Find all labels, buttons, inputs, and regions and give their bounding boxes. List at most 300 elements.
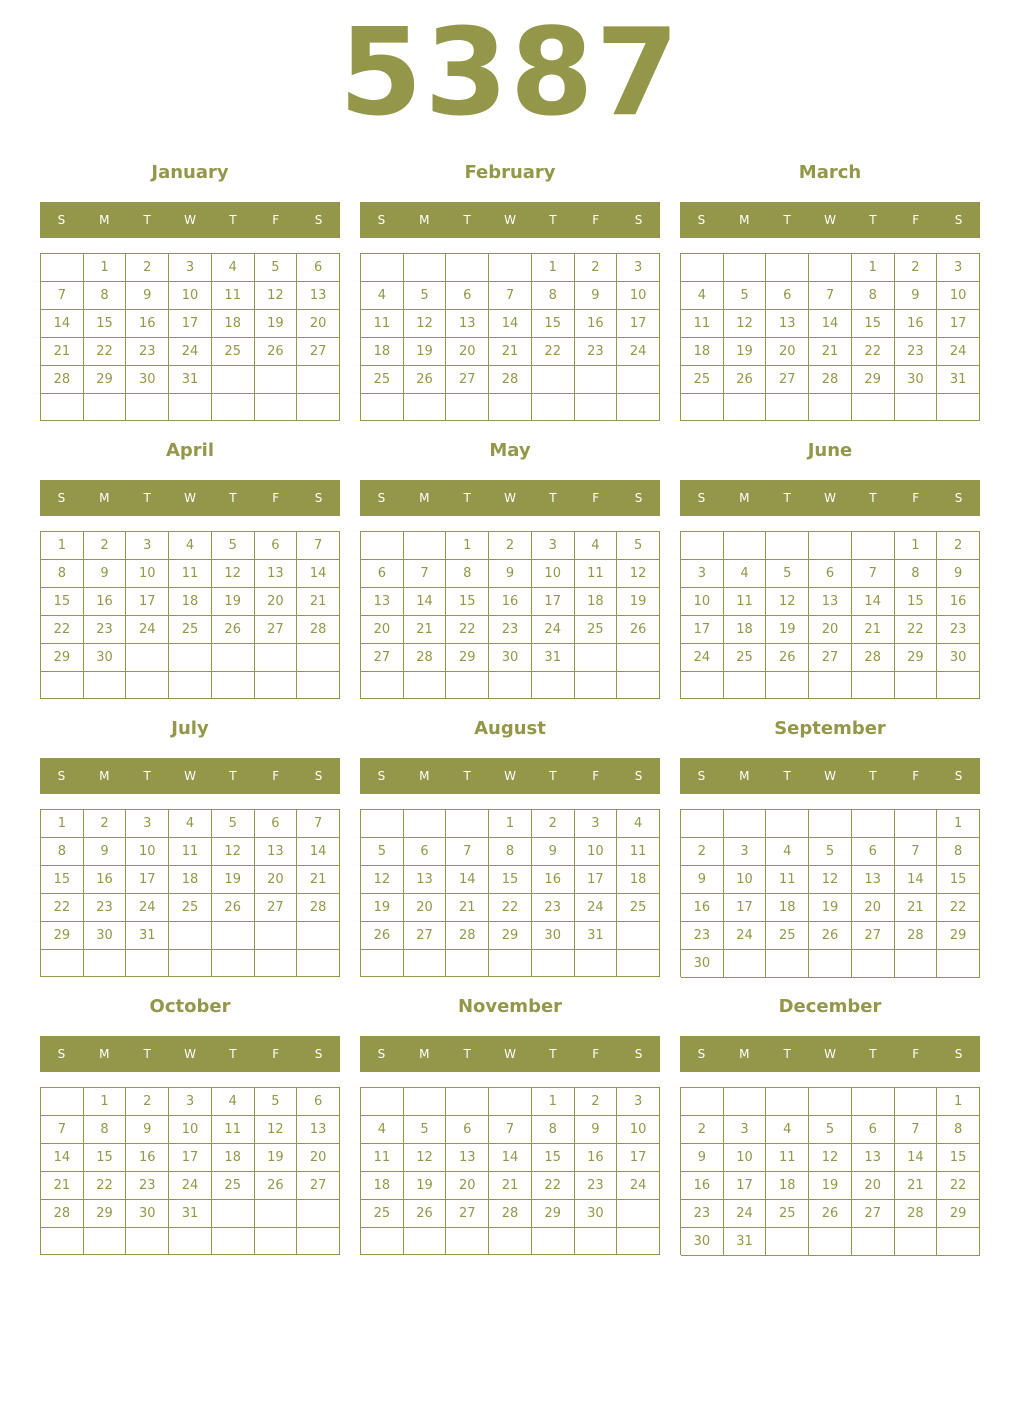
day-cell xyxy=(41,394,84,421)
weekday-label: S xyxy=(57,213,66,227)
day-cell: 15 xyxy=(84,1144,127,1172)
day-cell: 27 xyxy=(446,366,489,394)
day-cell xyxy=(169,644,212,672)
day-cell xyxy=(575,394,618,421)
day-cell xyxy=(361,254,404,282)
weekday-label: T xyxy=(783,769,791,783)
day-cell: 18 xyxy=(361,338,404,366)
day-cell xyxy=(169,950,212,977)
day-cell xyxy=(446,254,489,282)
day-cell xyxy=(895,672,938,699)
day-cell: 26 xyxy=(724,366,767,394)
day-cell: 19 xyxy=(404,338,447,366)
day-cell: 22 xyxy=(937,1172,980,1200)
day-cell xyxy=(126,644,169,672)
day-cell: 8 xyxy=(84,1116,127,1144)
day-cell: 25 xyxy=(617,894,660,922)
day-cell: 22 xyxy=(937,894,980,922)
weekday-label: F xyxy=(592,769,600,783)
month-name: February xyxy=(464,162,556,183)
day-cell: 16 xyxy=(532,866,575,894)
day-cell xyxy=(617,950,660,977)
weekday-label: F xyxy=(592,1047,600,1061)
day-cell: 24 xyxy=(617,338,660,366)
day-cell xyxy=(766,1228,809,1256)
day-cell: 21 xyxy=(809,338,852,366)
day-grid xyxy=(680,531,980,699)
day-cell: 30 xyxy=(575,1200,618,1228)
day-cell: 8 xyxy=(41,560,84,588)
day-cell: 31 xyxy=(169,1200,212,1228)
day-cell: 3 xyxy=(126,532,169,560)
day-cell: 4 xyxy=(361,1116,404,1144)
day-cell: 7 xyxy=(895,1116,938,1144)
day-cell xyxy=(852,950,895,978)
day-cell: 4 xyxy=(212,1088,255,1116)
day-cell xyxy=(212,366,255,394)
day-cell xyxy=(404,532,447,560)
day-cell xyxy=(212,644,255,672)
day-cell: 15 xyxy=(532,1144,575,1172)
day-cell: 11 xyxy=(766,1144,809,1172)
day-cell: 21 xyxy=(895,894,938,922)
day-cell: 18 xyxy=(169,866,212,894)
day-cell: 27 xyxy=(297,1172,340,1200)
weekday-label: F xyxy=(592,213,600,227)
day-cell: 3 xyxy=(126,810,169,838)
day-cell: 7 xyxy=(404,560,447,588)
day-cell: 14 xyxy=(404,588,447,616)
weekday-label: T xyxy=(463,491,471,505)
day-cell: 29 xyxy=(895,644,938,672)
day-cell: 20 xyxy=(297,1144,340,1172)
weekday-label: T xyxy=(143,213,151,227)
day-cell: 8 xyxy=(852,282,895,310)
day-cell xyxy=(212,950,255,977)
day-cell: 23 xyxy=(126,1172,169,1200)
day-cell: 16 xyxy=(575,310,618,338)
day-cell: 27 xyxy=(766,366,809,394)
day-cell: 19 xyxy=(617,588,660,616)
day-grid xyxy=(680,253,980,421)
month-january xyxy=(40,155,340,433)
day-cell xyxy=(126,950,169,977)
day-cell xyxy=(617,672,660,699)
day-cell: 22 xyxy=(84,1172,127,1200)
weekday-header xyxy=(680,480,980,516)
weekday-label: T xyxy=(229,491,237,505)
day-cell xyxy=(297,644,340,672)
day-cell xyxy=(681,810,724,838)
day-cell: 6 xyxy=(446,282,489,310)
day-cell xyxy=(404,394,447,421)
day-cell: 10 xyxy=(169,282,212,310)
day-cell xyxy=(809,532,852,560)
weekday-label: T xyxy=(783,1047,791,1061)
day-cell: 21 xyxy=(852,616,895,644)
day-cell: 7 xyxy=(489,1116,532,1144)
weekday-label: F xyxy=(272,769,280,783)
month-name: March xyxy=(798,162,862,183)
day-cell xyxy=(766,672,809,699)
day-cell: 13 xyxy=(255,560,298,588)
day-cell xyxy=(126,672,169,699)
day-cell: 6 xyxy=(297,1088,340,1116)
day-cell: 1 xyxy=(937,1088,980,1116)
day-cell: 23 xyxy=(532,894,575,922)
day-cell: 31 xyxy=(126,922,169,950)
day-cell: 28 xyxy=(852,644,895,672)
day-cell: 24 xyxy=(617,1172,660,1200)
day-cell: 8 xyxy=(937,838,980,866)
day-cell: 6 xyxy=(446,1116,489,1144)
day-cell: 14 xyxy=(41,310,84,338)
month-name: September xyxy=(774,718,886,739)
day-cell xyxy=(255,1228,298,1255)
weekday-label: T xyxy=(463,1047,471,1061)
day-cell: 15 xyxy=(532,310,575,338)
day-cell: 21 xyxy=(297,588,340,616)
day-cell xyxy=(724,950,767,978)
day-cell: 1 xyxy=(532,1088,575,1116)
day-cell: 15 xyxy=(41,588,84,616)
day-cell xyxy=(446,1228,489,1255)
day-cell: 18 xyxy=(617,866,660,894)
day-cell xyxy=(852,1088,895,1116)
weekday-label: F xyxy=(912,491,920,505)
day-cell: 12 xyxy=(617,560,660,588)
day-cell: 25 xyxy=(361,366,404,394)
day-cell: 31 xyxy=(937,366,980,394)
day-cell xyxy=(852,1228,895,1256)
day-cell: 29 xyxy=(937,1200,980,1228)
day-cell xyxy=(84,394,127,421)
day-cell: 4 xyxy=(724,560,767,588)
day-cell: 4 xyxy=(681,282,724,310)
month-name: April xyxy=(165,440,215,461)
day-cell xyxy=(446,810,489,838)
day-cell: 10 xyxy=(169,1116,212,1144)
weekday-label: W xyxy=(184,491,196,505)
day-cell: 22 xyxy=(446,616,489,644)
weekday-header xyxy=(360,480,660,516)
day-cell: 11 xyxy=(361,1144,404,1172)
day-cell: 27 xyxy=(255,616,298,644)
day-cell: 23 xyxy=(126,338,169,366)
day-cell: 29 xyxy=(446,644,489,672)
day-cell xyxy=(297,1200,340,1228)
day-cell: 20 xyxy=(446,338,489,366)
day-cell xyxy=(532,950,575,977)
day-cell: 14 xyxy=(297,560,340,588)
day-cell xyxy=(809,672,852,699)
day-cell: 14 xyxy=(895,866,938,894)
weekday-label: T xyxy=(869,769,877,783)
day-cell: 6 xyxy=(809,560,852,588)
weekday-label: T xyxy=(143,769,151,783)
day-cell: 17 xyxy=(617,310,660,338)
day-cell: 19 xyxy=(212,588,255,616)
day-cell xyxy=(937,1228,980,1256)
day-cell: 24 xyxy=(532,616,575,644)
weekday-label: W xyxy=(504,769,516,783)
day-cell: 25 xyxy=(169,616,212,644)
day-cell: 9 xyxy=(681,866,724,894)
day-cell: 31 xyxy=(532,644,575,672)
day-cell: 2 xyxy=(681,1116,724,1144)
weekday-label: F xyxy=(272,1047,280,1061)
day-cell: 22 xyxy=(489,894,532,922)
day-cell: 26 xyxy=(361,922,404,950)
weekday-label: S xyxy=(314,1047,323,1061)
day-cell: 11 xyxy=(724,588,767,616)
day-cell: 2 xyxy=(895,254,938,282)
day-cell: 17 xyxy=(126,866,169,894)
day-cell: 10 xyxy=(681,588,724,616)
weekday-label: S xyxy=(954,213,963,227)
day-cell: 26 xyxy=(809,922,852,950)
weekday-header xyxy=(680,758,980,794)
day-cell: 5 xyxy=(617,532,660,560)
month-name: October xyxy=(149,996,231,1017)
day-cell: 16 xyxy=(126,310,169,338)
day-cell xyxy=(255,922,298,950)
day-cell xyxy=(361,532,404,560)
day-cell: 7 xyxy=(809,282,852,310)
day-cell: 12 xyxy=(724,310,767,338)
day-cell xyxy=(169,922,212,950)
day-cell: 3 xyxy=(617,1088,660,1116)
day-cell: 5 xyxy=(212,810,255,838)
day-cell: 1 xyxy=(41,810,84,838)
day-cell: 11 xyxy=(212,282,255,310)
day-cell xyxy=(446,1088,489,1116)
month-september xyxy=(680,711,980,989)
day-cell: 10 xyxy=(724,866,767,894)
day-cell: 5 xyxy=(212,532,255,560)
day-cell xyxy=(255,950,298,977)
day-cell: 7 xyxy=(297,810,340,838)
weekday-label: M xyxy=(739,1047,750,1061)
day-cell xyxy=(724,532,767,560)
day-cell: 9 xyxy=(681,1144,724,1172)
day-cell: 27 xyxy=(852,922,895,950)
day-cell: 1 xyxy=(84,1088,127,1116)
month-name: July xyxy=(171,718,209,739)
day-cell: 13 xyxy=(297,282,340,310)
day-cell: 4 xyxy=(766,838,809,866)
day-cell: 18 xyxy=(766,894,809,922)
weekday-label: W xyxy=(824,491,836,505)
day-cell: 19 xyxy=(809,1172,852,1200)
day-cell: 13 xyxy=(852,866,895,894)
day-cell xyxy=(937,672,980,699)
day-cell: 7 xyxy=(41,282,84,310)
day-cell xyxy=(169,672,212,699)
day-cell: 5 xyxy=(255,254,298,282)
day-cell: 28 xyxy=(895,922,938,950)
day-cell xyxy=(724,394,767,421)
weekday-label: W xyxy=(504,213,516,227)
day-cell: 10 xyxy=(532,560,575,588)
day-cell xyxy=(852,532,895,560)
day-cell: 22 xyxy=(41,894,84,922)
weekday-label: S xyxy=(697,213,706,227)
day-cell xyxy=(489,254,532,282)
day-cell: 24 xyxy=(937,338,980,366)
day-cell: 21 xyxy=(489,338,532,366)
day-grid xyxy=(360,1087,660,1255)
weekday-label: W xyxy=(504,491,516,505)
day-cell xyxy=(446,950,489,977)
day-grid xyxy=(40,531,340,699)
day-cell: 16 xyxy=(84,866,127,894)
day-cell: 3 xyxy=(681,560,724,588)
day-cell: 26 xyxy=(212,616,255,644)
weekday-label: S xyxy=(954,1047,963,1061)
weekday-header xyxy=(40,480,340,516)
weekday-label: S xyxy=(634,769,643,783)
day-cell: 19 xyxy=(809,894,852,922)
day-cell: 2 xyxy=(937,532,980,560)
day-cell xyxy=(41,254,84,282)
day-cell xyxy=(809,950,852,978)
day-cell: 16 xyxy=(489,588,532,616)
day-cell: 23 xyxy=(895,338,938,366)
day-cell xyxy=(41,1228,84,1255)
day-cell: 12 xyxy=(404,1144,447,1172)
day-cell: 31 xyxy=(169,366,212,394)
day-cell: 17 xyxy=(169,310,212,338)
day-cell: 20 xyxy=(809,616,852,644)
day-cell: 16 xyxy=(895,310,938,338)
day-cell xyxy=(212,922,255,950)
day-cell xyxy=(724,672,767,699)
weekday-label: S xyxy=(697,491,706,505)
day-cell: 23 xyxy=(681,1200,724,1228)
day-cell: 2 xyxy=(575,254,618,282)
day-cell xyxy=(895,1228,938,1256)
weekday-label: S xyxy=(954,491,963,505)
day-cell: 17 xyxy=(724,1172,767,1200)
day-cell: 12 xyxy=(212,838,255,866)
day-cell xyxy=(681,532,724,560)
day-cell: 23 xyxy=(575,1172,618,1200)
day-cell xyxy=(852,672,895,699)
day-cell: 2 xyxy=(575,1088,618,1116)
day-cell xyxy=(852,810,895,838)
month-name: June xyxy=(807,440,853,461)
day-cell xyxy=(212,1200,255,1228)
day-cell: 7 xyxy=(489,282,532,310)
day-cell: 20 xyxy=(255,588,298,616)
day-cell xyxy=(361,950,404,977)
day-cell: 12 xyxy=(809,1144,852,1172)
day-cell: 4 xyxy=(617,810,660,838)
day-cell: 3 xyxy=(169,1088,212,1116)
day-cell: 25 xyxy=(169,894,212,922)
day-cell xyxy=(617,644,660,672)
day-cell: 13 xyxy=(766,310,809,338)
day-cell: 8 xyxy=(84,282,127,310)
day-cell xyxy=(404,1228,447,1255)
day-cell xyxy=(212,1228,255,1255)
weekday-label: M xyxy=(99,213,110,227)
weekday-label: S xyxy=(634,213,643,227)
day-cell: 8 xyxy=(532,1116,575,1144)
day-cell: 24 xyxy=(575,894,618,922)
weekday-label: S xyxy=(314,491,323,505)
day-cell xyxy=(681,1088,724,1116)
day-cell: 10 xyxy=(126,560,169,588)
day-cell: 15 xyxy=(937,1144,980,1172)
day-cell: 12 xyxy=(255,282,298,310)
weekday-label: S xyxy=(634,1047,643,1061)
day-cell xyxy=(575,644,618,672)
day-cell xyxy=(575,1228,618,1255)
day-cell: 27 xyxy=(446,1200,489,1228)
day-cell xyxy=(617,1228,660,1255)
weekday-label: F xyxy=(592,491,600,505)
day-cell: 25 xyxy=(766,1200,809,1228)
day-cell: 12 xyxy=(809,866,852,894)
day-cell: 22 xyxy=(532,338,575,366)
day-cell xyxy=(297,394,340,421)
weekday-label: S xyxy=(697,769,706,783)
day-cell: 14 xyxy=(895,1144,938,1172)
day-cell: 16 xyxy=(681,894,724,922)
day-cell xyxy=(766,810,809,838)
weekday-header xyxy=(360,1036,660,1072)
day-grid xyxy=(680,809,980,977)
day-cell xyxy=(575,366,618,394)
day-cell: 5 xyxy=(404,282,447,310)
day-cell: 1 xyxy=(937,810,980,838)
day-cell xyxy=(255,394,298,421)
day-cell xyxy=(809,1088,852,1116)
day-cell: 8 xyxy=(446,560,489,588)
day-cell: 9 xyxy=(575,282,618,310)
weekday-label: T xyxy=(463,213,471,227)
day-cell: 13 xyxy=(446,310,489,338)
day-cell xyxy=(766,394,809,421)
day-cell: 20 xyxy=(852,894,895,922)
month-name: January xyxy=(151,162,229,183)
day-cell xyxy=(895,394,938,421)
day-cell xyxy=(404,254,447,282)
day-cell: 1 xyxy=(446,532,489,560)
day-cell: 25 xyxy=(766,922,809,950)
day-cell: 12 xyxy=(361,866,404,894)
day-cell: 5 xyxy=(809,1116,852,1144)
day-cell: 11 xyxy=(361,310,404,338)
weekday-label: T xyxy=(229,769,237,783)
day-cell: 18 xyxy=(169,588,212,616)
day-cell: 1 xyxy=(41,532,84,560)
weekday-label: F xyxy=(912,1047,920,1061)
weekday-label: W xyxy=(504,1047,516,1061)
weekday-label: M xyxy=(99,491,110,505)
day-cell xyxy=(766,950,809,978)
day-cell: 21 xyxy=(895,1172,938,1200)
day-cell: 28 xyxy=(297,894,340,922)
day-cell: 6 xyxy=(404,838,447,866)
day-cell xyxy=(895,1088,938,1116)
day-cell: 24 xyxy=(126,894,169,922)
weekday-label: S xyxy=(57,1047,66,1061)
day-cell: 3 xyxy=(724,838,767,866)
day-cell: 14 xyxy=(297,838,340,866)
